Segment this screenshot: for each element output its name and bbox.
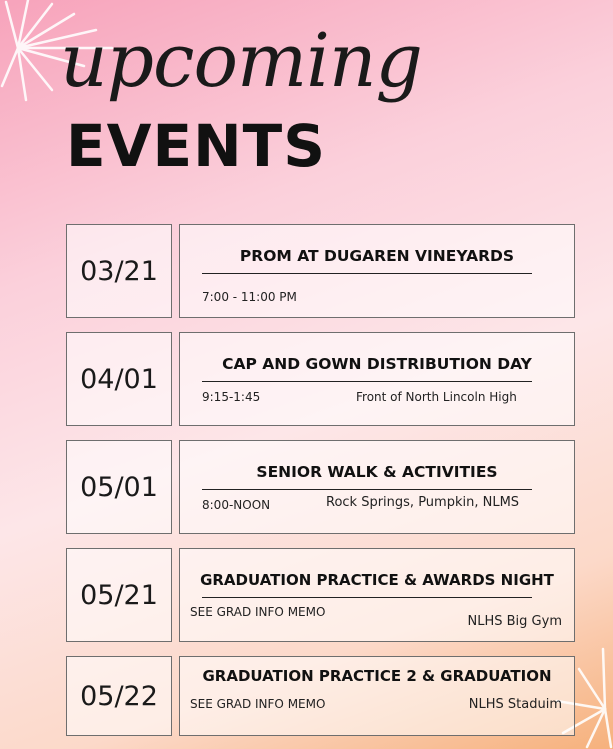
event-info-box — [179, 656, 575, 736]
event-time: 8:00-NOON — [202, 498, 271, 512]
event-date-box: 03/21 — [66, 224, 172, 318]
event-location: Front of North Lincoln High — [356, 390, 517, 404]
divider-line — [202, 489, 532, 490]
event-time: SEE GRAD INFO MEMO — [190, 605, 326, 619]
event-title: GRADUATION PRACTICE 2 & GRADUATION — [202, 667, 552, 685]
event-location: Rock Springs, Pumpkin, NLMS — [326, 495, 520, 510]
event-title: PROM AT DUGAREN VINEYARDS — [239, 247, 515, 265]
event-title: GRADUATION PRACTICE & AWARDS NIGHT — [200, 571, 554, 589]
event-date-box: 04/01 — [66, 332, 172, 426]
event-time: SEE GRAD INFO MEMO — [190, 697, 326, 711]
title-upcoming: upcoming — [60, 18, 422, 104]
event-location: NLHS Staduim — [468, 697, 562, 712]
event-title: SENIOR WALK & ACTIVITIES — [256, 463, 498, 481]
title-events: EVENTS — [66, 112, 327, 180]
divider-line — [202, 381, 532, 382]
event-info-box — [179, 224, 575, 318]
event-location: NLHS Big Gym — [467, 614, 562, 629]
event-info-box — [179, 440, 575, 534]
event-date-box: 05/01 — [66, 440, 172, 534]
event-info-box — [179, 548, 575, 642]
divider-line — [202, 597, 532, 598]
event-time: 7:00 - 11:00 PM — [202, 290, 297, 304]
event-time: 9:15-1:45 — [202, 390, 261, 404]
event-title: CAP AND GOWN DISTRIBUTION DAY — [222, 355, 532, 373]
event-date-box: 05/21 — [66, 548, 172, 642]
event-date-box: 05/22 — [66, 656, 172, 736]
event-info-box — [179, 332, 575, 426]
divider-line — [202, 273, 532, 274]
